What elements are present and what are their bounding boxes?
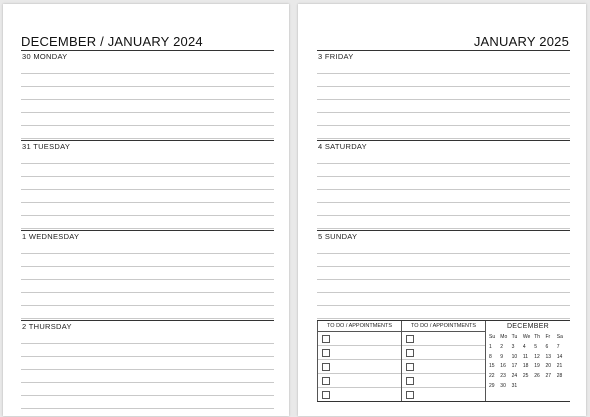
calendar-day: 24: [511, 373, 518, 380]
calendar-day: 18: [522, 363, 529, 370]
day-label: 31 TUESDAY: [21, 140, 274, 152]
calendar-day: [545, 382, 556, 392]
weekday-label: We: [522, 334, 531, 340]
calendar-day: 7: [556, 343, 560, 350]
calendar-day: 25: [522, 373, 529, 380]
day-label: 3 FRIDAY: [317, 50, 570, 62]
writing-line[interactable]: [21, 74, 274, 87]
checkbox[interactable]: [406, 391, 414, 399]
calendar-day: 15: [489, 363, 495, 370]
calendar-day: [557, 382, 568, 392]
writing-line[interactable]: [21, 177, 274, 190]
writing-line[interactable]: [21, 190, 274, 203]
day-label: 4 SATURDAY: [317, 140, 570, 152]
checkbox[interactable]: [322, 335, 330, 343]
todo-row[interactable]: [402, 346, 485, 360]
writing-line[interactable]: [21, 357, 274, 370]
mini-calendar-month: DECEMBER: [506, 323, 550, 330]
mini-calendar-grid: [486, 343, 570, 392]
calendar-day: [523, 382, 534, 392]
todo-row[interactable]: [402, 374, 485, 388]
calendar-day: 13: [545, 353, 552, 360]
calendar-day: 21: [556, 363, 563, 370]
calendar-day: 4: [522, 343, 526, 350]
day-label: 1 WEDNESDAY: [21, 230, 274, 242]
calendar-day: 2: [500, 343, 504, 350]
writing-line[interactable]: [21, 113, 274, 126]
checkbox[interactable]: [322, 349, 330, 357]
writing-line[interactable]: [317, 190, 570, 203]
mini-calendar: [485, 321, 570, 401]
weekday-label: Su: [489, 334, 496, 340]
calendar-day: 28: [556, 373, 563, 380]
writing-line[interactable]: [317, 280, 570, 293]
todo-row[interactable]: [318, 388, 401, 401]
writing-lines: [21, 242, 274, 319]
calendar-day: 22: [489, 373, 495, 380]
writing-line[interactable]: [21, 87, 274, 100]
right-page: [298, 4, 586, 416]
todo-header: TO DO / APPOINTMENTS: [318, 321, 401, 332]
writing-line[interactable]: [21, 396, 274, 409]
writing-line[interactable]: [21, 242, 274, 254]
calendar-day: 20: [545, 363, 552, 370]
calendar-week: [486, 362, 570, 372]
writing-lines: [317, 152, 570, 229]
writing-lines: [21, 62, 274, 139]
calendar-day: 11: [522, 353, 529, 360]
writing-line[interactable]: [21, 344, 274, 357]
day-section: [21, 50, 274, 139]
writing-line[interactable]: [21, 203, 274, 216]
checkbox[interactable]: [406, 349, 414, 357]
day-section: [317, 140, 570, 229]
calendar-day: 14: [556, 353, 563, 360]
todo-row[interactable]: [402, 360, 485, 374]
checkbox[interactable]: [406, 363, 414, 371]
day-label: 30 MONDAY: [21, 50, 274, 62]
page-title: JANUARY 2025: [473, 34, 569, 49]
writing-line[interactable]: [21, 293, 274, 306]
calendar-day: 19: [534, 363, 540, 370]
calendar-week: [486, 382, 570, 392]
writing-line[interactable]: [317, 203, 570, 216]
day-section: [317, 230, 570, 319]
calendar-day: 27: [545, 373, 552, 380]
checkbox[interactable]: [322, 363, 330, 371]
writing-line[interactable]: [21, 216, 274, 229]
writing-lines: [21, 332, 274, 409]
day-section: [21, 320, 274, 409]
calendar-day: 31: [511, 382, 518, 389]
calendar-day: 12: [534, 353, 540, 360]
calendar-day: 10: [511, 353, 518, 360]
todo-column: [317, 321, 401, 401]
calendar-day: 3: [511, 343, 515, 350]
page-title: DECEMBER / JANUARY 2024: [21, 34, 203, 49]
calendar-week: [486, 372, 570, 382]
calendar-day: 1: [489, 343, 492, 350]
calendar-week: [486, 343, 570, 353]
todo-header: TO DO / APPOINTMENTS: [402, 321, 485, 332]
weekday-label: Tu: [511, 334, 518, 340]
calendar-day: 8: [489, 353, 492, 360]
day-section: [21, 140, 274, 229]
writing-line[interactable]: [317, 293, 570, 306]
calendar-week: [486, 353, 570, 363]
checkbox[interactable]: [322, 391, 330, 399]
writing-line[interactable]: [317, 87, 570, 100]
writing-line[interactable]: [317, 113, 570, 126]
todo-row[interactable]: [402, 388, 485, 401]
todo-row[interactable]: [318, 346, 401, 360]
todo-row[interactable]: [318, 332, 401, 346]
writing-line[interactable]: [21, 267, 274, 280]
checkbox[interactable]: [406, 377, 414, 385]
day-section: [21, 230, 274, 319]
writing-line[interactable]: [317, 267, 570, 280]
todo-row[interactable]: [402, 332, 485, 346]
writing-line[interactable]: [317, 100, 570, 113]
weekday-label: Sa: [556, 334, 563, 340]
writing-line[interactable]: [317, 242, 570, 254]
writing-line[interactable]: [21, 62, 274, 74]
writing-line[interactable]: [21, 383, 274, 396]
writing-line[interactable]: [317, 152, 570, 164]
writing-line[interactable]: [21, 126, 274, 139]
calendar-day: 9: [500, 353, 504, 360]
calendar-day: 17: [511, 363, 518, 370]
weekday-label: Th: [534, 334, 541, 340]
writing-line[interactable]: [21, 370, 274, 383]
writing-lines: [317, 242, 570, 319]
writing-line[interactable]: [317, 62, 570, 74]
weekday-label: Fr: [545, 334, 551, 340]
writing-line[interactable]: [317, 164, 570, 177]
todo-row[interactable]: [318, 360, 401, 374]
todo-row[interactable]: [318, 374, 401, 388]
weekday-label: Mo: [500, 334, 508, 340]
writing-line[interactable]: [317, 74, 570, 87]
calendar-day: 16: [500, 363, 506, 370]
writing-line[interactable]: [21, 164, 274, 177]
calendar-day: 23: [500, 373, 506, 380]
writing-line[interactable]: [317, 177, 570, 190]
calendar-day: 6: [545, 343, 549, 350]
day-section: [317, 50, 570, 139]
writing-line[interactable]: [21, 280, 274, 293]
writing-line[interactable]: [317, 254, 570, 267]
todo-column: [401, 321, 485, 401]
writing-line[interactable]: [21, 152, 274, 164]
todo-appointments-table: [317, 320, 570, 402]
checkbox[interactable]: [406, 335, 414, 343]
writing-line[interactable]: [317, 126, 570, 139]
calendar-day: 30: [500, 382, 506, 389]
mini-calendar-weekdays: [486, 333, 570, 343]
writing-line[interactable]: [21, 100, 274, 113]
writing-line[interactable]: [21, 332, 274, 344]
day-label: 2 THURSDAY: [21, 320, 274, 332]
calendar-day: 5: [534, 343, 537, 350]
day-label: 5 SUNDAY: [317, 230, 570, 242]
calendar-day: 29: [489, 382, 495, 389]
left-page: [3, 4, 289, 416]
writing-line[interactable]: [317, 216, 570, 229]
checkbox[interactable]: [322, 377, 330, 385]
writing-line[interactable]: [317, 306, 570, 319]
writing-lines: [21, 152, 274, 229]
writing-line[interactable]: [21, 306, 274, 319]
calendar-day: [534, 382, 545, 392]
calendar-day: 26: [534, 373, 540, 380]
writing-lines: [317, 62, 570, 139]
writing-line[interactable]: [21, 254, 274, 267]
